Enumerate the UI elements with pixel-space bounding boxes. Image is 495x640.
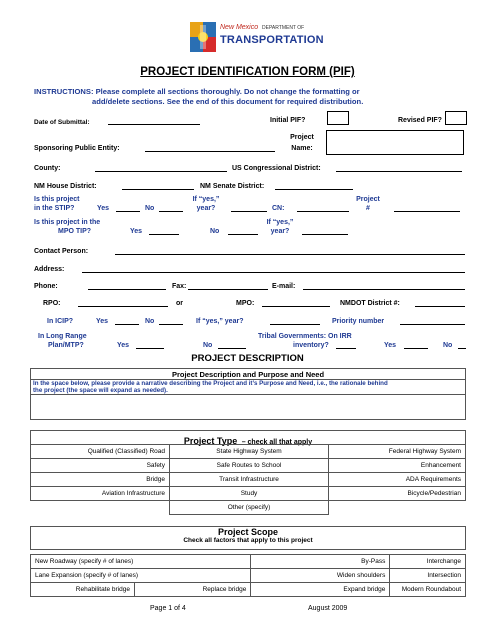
- purpose-need-instructions-2: the project (the space will expand as needed).: [31, 387, 465, 395]
- nm-house-label: NM House District:: [34, 183, 97, 190]
- rpo-field[interactable]: [78, 306, 168, 307]
- sponsoring-entity-label: Sponsoring Public Entity:: [34, 145, 120, 152]
- project-type-option[interactable]: Safe Routes to School: [170, 459, 329, 473]
- county-label: County:: [34, 165, 61, 172]
- stip-year-field[interactable]: [231, 211, 267, 212]
- mpo-question-2: MPO TIP?: [58, 228, 92, 235]
- project-scope-table: [30, 554, 466, 597]
- phone-label: Phone:: [34, 283, 58, 290]
- revised-pif-label: Revised PIF?: [398, 117, 442, 124]
- project-type-option[interactable]: Federal Highway System: [329, 445, 466, 459]
- lrp-no-label: No: [203, 342, 213, 349]
- stip-if-yes-label: If “yes,”: [192, 196, 220, 203]
- project-number-label-1: Project: [356, 196, 380, 203]
- stip-no-label: No: [145, 205, 155, 212]
- purpose-need-textarea[interactable]: [31, 395, 465, 413]
- stip-question-2: in the STIP?: [34, 205, 75, 212]
- mpo-if-yes-label: If “yes,”: [266, 219, 294, 226]
- project-name-field[interactable]: [326, 130, 464, 155]
- mpo-year-field[interactable]: [302, 234, 348, 235]
- tribal-no-field[interactable]: [458, 348, 466, 349]
- contact-person-label: Contact Person:: [34, 248, 89, 255]
- project-type-heading: Project Type: [183, 436, 238, 446]
- icip-year-field[interactable]: [270, 324, 320, 325]
- project-type-option[interactable]: Qualified (Classified) Road: [31, 445, 170, 459]
- icip-year-label: If “yes,” year?: [196, 318, 244, 325]
- icip-no-label: No: [145, 318, 155, 325]
- nm-senate-label: NM Senate District:: [200, 183, 265, 190]
- project-type-option[interactable]: Study: [170, 487, 329, 501]
- mpo-yes-label: Yes: [130, 228, 143, 235]
- icip-label: In ICIP?: [47, 318, 74, 325]
- mpo-field[interactable]: [262, 306, 330, 307]
- project-description-heading: PROJECT DESCRIPTION: [191, 353, 304, 364]
- mpo-no-label: No: [210, 228, 220, 235]
- stip-no-field[interactable]: [159, 211, 183, 212]
- project-type-header: [30, 430, 466, 445]
- table-row: [31, 501, 466, 515]
- nm-senate-field[interactable]: [275, 189, 353, 190]
- project-type-option[interactable]: Transit Infrastructure: [170, 473, 329, 487]
- purpose-need-heading: Project Description and Purpose and Need: [171, 370, 325, 379]
- tribal-yes-label: Yes: [384, 342, 397, 349]
- date-of-submittal-label: Date of Submittal:: [34, 119, 90, 126]
- tribal-inventory-field[interactable]: [336, 348, 356, 349]
- table-row: [31, 473, 466, 487]
- priority-number-label: Priority number: [332, 318, 385, 325]
- email-field[interactable]: [303, 289, 465, 290]
- page-number: Page 1 of 4: [150, 605, 186, 612]
- lrp-no-field[interactable]: [218, 348, 246, 349]
- project-type-option[interactable]: Aviation Infrastructure: [31, 487, 170, 501]
- email-label: E-mail:: [272, 283, 296, 290]
- stip-year-label: year?: [196, 205, 216, 212]
- project-name-label-2: Name:: [291, 145, 313, 152]
- date-of-submittal-field[interactable]: [108, 124, 200, 125]
- project-type-option[interactable]: Bridge: [31, 473, 170, 487]
- mpo-question-1: Is this project in the: [34, 219, 101, 226]
- project-scope-option[interactable]: New Roadway (specify # of lanes): [31, 555, 251, 569]
- lrp-label-1: In Long Range: [38, 333, 87, 340]
- stip-question-1: Is this project: [34, 196, 80, 203]
- table-row: [31, 583, 466, 597]
- cn-label: CN:: [272, 205, 285, 212]
- tribal-label-1: Tribal Governments: On IRR: [258, 333, 352, 340]
- logo-text-dept: DEPARTMENT OF: [262, 25, 305, 31]
- logo-text-transportation: TRANSPORTATION: [220, 34, 324, 46]
- fax-label: Fax:: [172, 283, 187, 290]
- rpo-label: RPO:: [43, 300, 61, 307]
- icip-no-field[interactable]: [159, 324, 183, 325]
- us-congressional-label: US Congressional District:: [232, 165, 321, 172]
- project-type-option[interactable]: Other (specify): [170, 501, 329, 515]
- us-congressional-field[interactable]: [336, 171, 462, 172]
- project-type-option[interactable]: State Highway System: [170, 445, 329, 459]
- nmdot-logo: [190, 22, 324, 54]
- table-row: [31, 569, 466, 583]
- project-number-label-2: #: [366, 205, 370, 212]
- project-scope-option[interactable]: Rehabilitate bridge: [31, 583, 135, 597]
- icip-yes-label: Yes: [96, 318, 109, 325]
- logo-text-state: New Mexico: [220, 24, 259, 31]
- project-type-subheading: – check all that apply: [241, 439, 313, 446]
- logo-mark-icon: [190, 22, 216, 52]
- instructions-line-1: INSTRUCTIONS: Please complete all sections thoroughly. Do not change the formatting or: [34, 87, 360, 96]
- mpo-label: MPO:: [236, 300, 255, 307]
- purpose-need-box: [30, 368, 466, 420]
- address-field[interactable]: [82, 272, 465, 273]
- tribal-label-2: inventory?: [293, 342, 329, 349]
- empty-cell: [329, 501, 466, 515]
- lrp-yes-label: Yes: [117, 342, 130, 349]
- project-type-option[interactable]: Enhancement: [329, 459, 466, 473]
- cn-field[interactable]: [297, 211, 349, 212]
- stip-yes-label: Yes: [97, 205, 110, 212]
- purpose-need-instructions-1: In the space below, please provide a narrative describing the Project and it’s Purpose and Need, i.e., the rationale behind: [31, 379, 465, 387]
- revised-pif-checkbox[interactable]: [445, 111, 467, 125]
- project-scope-option[interactable]: Intersection: [390, 569, 466, 583]
- phone-field[interactable]: [88, 289, 166, 290]
- lrp-yes-field[interactable]: [136, 348, 164, 349]
- table-row: [31, 445, 466, 459]
- address-label: Address:: [34, 266, 65, 273]
- empty-cell: [31, 501, 170, 515]
- nmdot-district-field[interactable]: [415, 306, 465, 307]
- sponsoring-entity-field[interactable]: [145, 151, 275, 152]
- project-scope-subheading: Check all factors that apply to this project: [183, 537, 313, 544]
- mpo-no-field[interactable]: [228, 234, 258, 235]
- priority-number-field[interactable]: [400, 324, 465, 325]
- fax-field[interactable]: [188, 289, 268, 290]
- project-scope-heading: Project Scope: [217, 527, 279, 537]
- mpo-yes-field[interactable]: [149, 234, 179, 235]
- project-scope-option[interactable]: Modern Roundabout: [390, 583, 466, 597]
- icip-yes-field[interactable]: [115, 324, 139, 325]
- project-scope-option[interactable]: Interchange: [390, 555, 466, 569]
- contact-person-field[interactable]: [115, 254, 465, 255]
- project-type-option[interactable]: Bicycle/Pedestrian: [329, 487, 466, 501]
- project-scope-option[interactable]: Lane Expansion (specify # of lanes): [31, 569, 251, 583]
- table-row: [31, 487, 466, 501]
- initial-pif-checkbox[interactable]: [327, 111, 349, 125]
- stip-yes-field[interactable]: [116, 211, 140, 212]
- table-row: [31, 459, 466, 473]
- nmdot-district-label: NMDOT District #:: [340, 300, 400, 307]
- project-name-label-1: Project: [290, 134, 314, 141]
- page-title: PROJECT IDENTIFICATION FORM (PIF): [140, 66, 355, 78]
- table-row: [31, 555, 466, 569]
- county-field[interactable]: [95, 171, 227, 172]
- project-type-option[interactable]: ADA Requirements: [329, 473, 466, 487]
- footer-date: August 2009: [308, 605, 348, 612]
- tribal-no-label: No: [443, 342, 453, 349]
- project-scope-header: [30, 526, 466, 550]
- project-type-option[interactable]: Safety: [31, 459, 170, 473]
- project-scope-option[interactable]: Expand bridge: [251, 583, 390, 597]
- project-scope-option[interactable]: Widen shoulders: [251, 569, 390, 583]
- tribal-yes-field[interactable]: [404, 348, 428, 349]
- project-scope-option[interactable]: Replace bridge: [135, 583, 251, 597]
- instructions-line-2: add/delete sections. See the end of this document for required distribution.: [92, 97, 364, 106]
- or-label: or: [176, 300, 183, 307]
- lrp-label-2: Plan/MTP?: [48, 342, 84, 349]
- mpo-year-label: year?: [270, 228, 290, 235]
- nm-house-field[interactable]: [122, 189, 194, 190]
- initial-pif-label: Initial PIF?: [270, 117, 306, 124]
- project-scope-option[interactable]: By-Pass: [251, 555, 390, 569]
- project-type-table: [30, 444, 466, 515]
- project-number-field[interactable]: [394, 211, 460, 212]
